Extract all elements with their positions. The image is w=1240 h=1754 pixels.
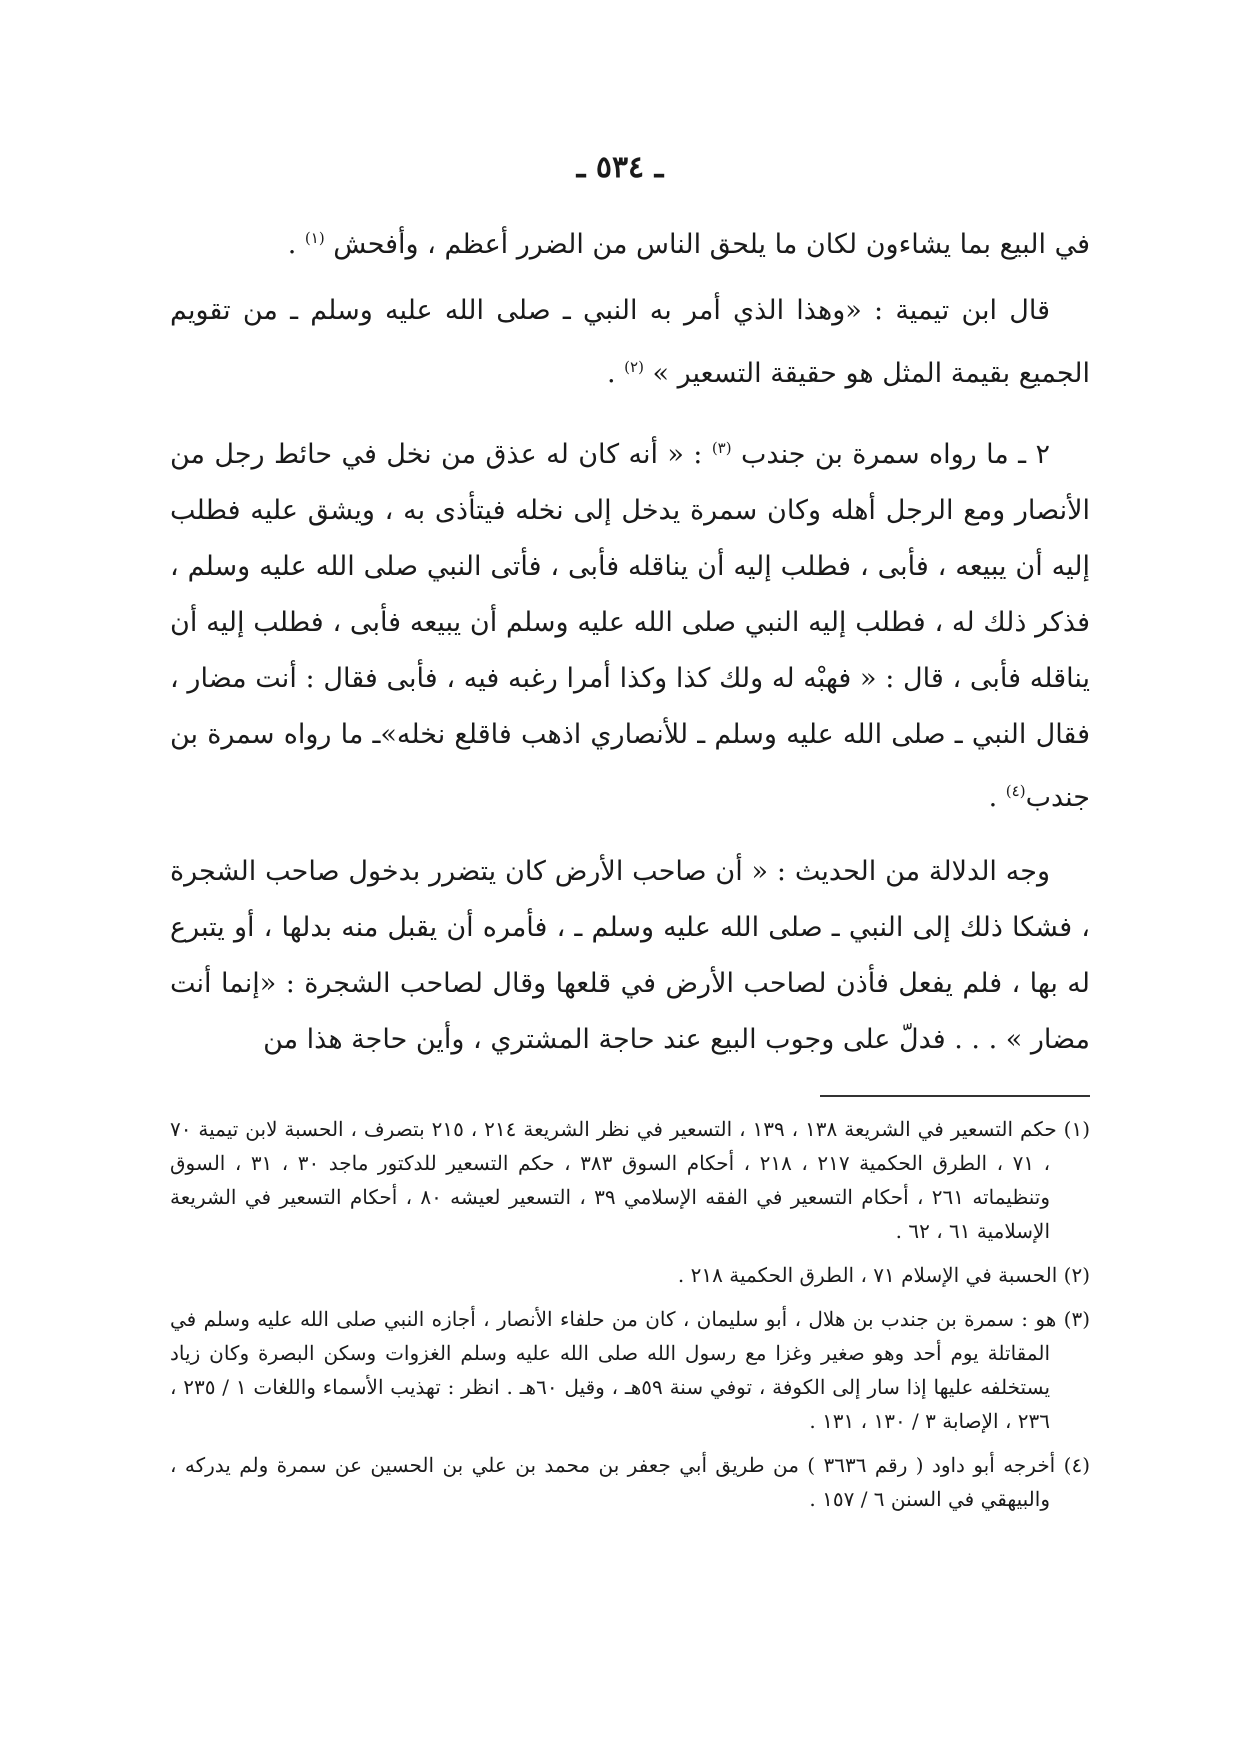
main-text [170,210,1090,1086]
page-number: ـ ٥٣٤ ـ [576,150,664,185]
paragraph-3-text: ٢ ـ ما رواه سمرة بن جندب [731,439,1050,470]
footnote-ref-1: (١) [304,229,325,247]
footnote-1: (١) حكم التسعير في الشريعة ١٣٨ ، ١٣٩ ، التسعير في نظر الشريعة ٢١٤ ، ٢١٥ بتصرف ، الحسبة لابن تيمية ٧٠ ، ٧١ ، الطرق الحكمية ٢١٧ ، ٢١٨ ، أحكام السوق ٣٨٣ ، حكم التسعير للدكتور ماجد ٣٠ ، ٣١ ، السوق وتنظيماته ٢٦١ ، أحكام التسعير في الفقه الإسلامي ٣٩ ، التسعير لعيشه ٨٠ ، أحكام التسعير في الشريعة الإسلامية ٦١ ، ٦٢ . [170,1117,1091,1243]
paragraph-3-quote: : « أنه كان له عذق من نخل في حائط رجل من الأنصار ومع الرجل أهله وكان سمرة يدخل إلى نخله فيتأذى به ، ويشق عليه فطلب إليه أن يبيعه ، فأبى ، فطلب إليه أن يناقله فأبى ، فأتى النبي صلى الله عليه وسلم ، فذكر ذلك له ، فطلب إليه النبي صلى الله عليه وسلم أن يبيعه فأبى ، فطلب إليه أن يناقله فأبى ، قال : « فهبْه له ولك كذا وكذا أمرا رغبه فيه ، فأبى فقال : أنت مضار ، فقال النبي ـ صلى الله عليه وسلم ـ للأنصاري اذهب فاقلع نخله»ـ ما رواه سمرة بن جندب [170,439,1090,813]
paragraph-1: في البيع بما يشاءون لكان ما يلحق الناس من الضرر أعظم ، وأفحش $^{(١)}$ . [287,229,1090,260]
paragraph-3 [170,420,1090,826]
footnote-ref-3: (٣) [711,439,732,457]
footnotes [170,1112,1090,1526]
footnote-ref-4: (٤) [1005,782,1026,800]
paragraph-2: قال ابن تيمية : «وهذا الذي أمر به النبي ـ صلى الله عليه وسلم ـ من تقويم الجميع بقيمة المثل هو حقيقة التسعير » $^{(٢)}$ . [170,295,1090,389]
footnote-4: (٤) أخرجه أبو داود ( رقم ٣٦٣٦ ) من طريق أبي جعفر بن محمد بن علي بن الحسين عن سمرة ولم يدركه ، والبيهقي في السنن ٦ / ١٥٧ . [170,1453,1090,1511]
paragraph-3-end: . [988,782,1006,813]
footnote-separator [820,1095,1090,1097]
paragraph-4: وجه الدلالة من الحديث : « أن صاحب الأرض كان يتضرر بدخول صاحب الشجرة ، فشكا ذلك إلى النبي ـ صلى الله عليه وسلم ـ ، فأمره أن يقبل منه بدلها ، أو يتبرع له بها ، فلم يفعل فأذن لصاحب الأرض في قلعها وقال لصاحب الشجرة : «إنما أنت مضار » . . . فدلّ على وجوب البيع عند حاجة المشتري ، وأين حاجة هذا من [170,856,1090,1055]
footnote-2: (٢) الحسبة في الإسلام ٧١ ، الطرق الحكمية ٢١٨ . [677,1263,1090,1287]
footnote-3: (٣) هو : سمرة بن جندب بن هلال ، أبو سليمان ، كان من حلفاء الأنصار ، أجازه النبي صلى الله عليه وسلم في المقاتلة يوم أحد وهو صغير وغزا مع رسول الله صلى الله عليه وسلم الغزوات وسكن البصرة وكان زياد يستخلفه عليها إذا سار إلى الكوفة ، توفي سنة ٥٩هـ ، وقيل ٦٠هـ . انظر : تهذيب الأسماء واللغات ١ / ٢٣٥ ، ٢٣٦ ، الإصابة ٣ / ١٣٠ ، ١٣١ . [170,1307,1090,1433]
footnote-ref-2: (٢) [624,358,644,376]
